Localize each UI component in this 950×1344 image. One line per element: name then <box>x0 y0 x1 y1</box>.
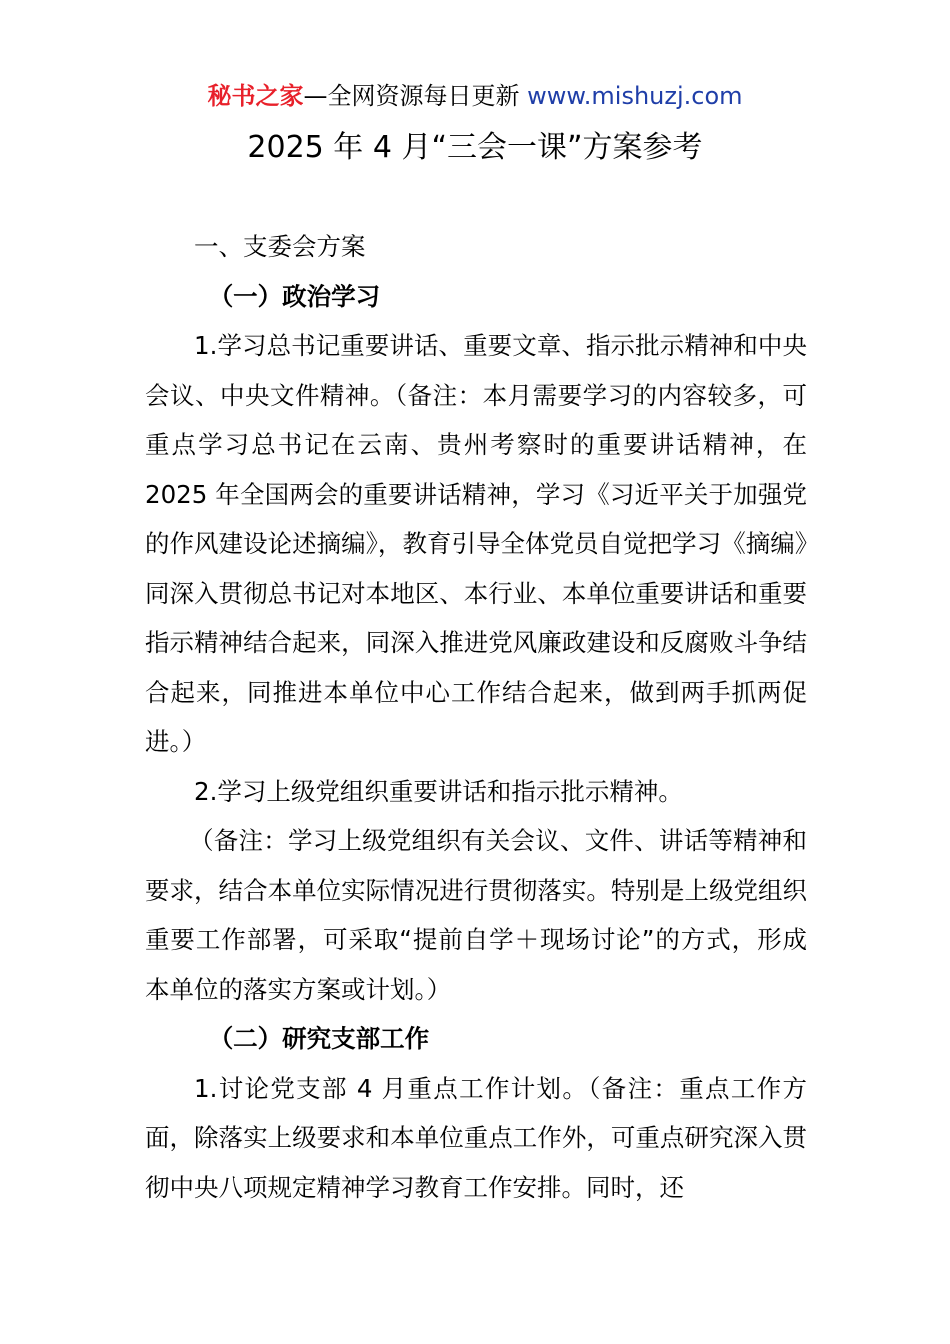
paragraph: 1.学习总书记重要讲话、重要文章、指示批示精神和中央会议、中央文件精神。（备注：本月需要学习的内容较多，可重点学习总书记在云南、贵州考察时的重要讲话精神，在 2025 年全国两会的重要讲话精神，学习《习近平关于加强党的作风建设论述摘编》，教育引导全体党员自觉把学习《摘编》同深入贯彻总书记对本地区、本行业、本单位重要讲话和重要指示精神结合起来，同深入推进党风廉政建设和反腐败斗争结合起来，同推进本单位中心工作结合起来，做到两手抓两促进。） <box>145 331 807 756</box>
document-body <box>145 222 807 1212</box>
paragraph: （备注：学习上级党组织有关会议、文件、讲话等精神和要求，结合本单位实际情况进行贯彻落实。特别是上级党组织重要工作部署，可采取“提前自学＋现场讨论”的方式，形成本单位的落实方案或计划。） <box>145 826 807 1004</box>
subsection-heading: （一）政治学习 <box>208 281 381 311</box>
section-heading: 一、支委会方案 <box>194 232 366 261</box>
site-banner <box>0 80 950 112</box>
brand-slogan: —全网资源每日更新 <box>303 82 528 110</box>
brand-name: 秘书之家 <box>207 82 304 110</box>
paragraph: 2.学习上级党组织重要讲话和指示批示精神。 <box>194 776 683 806</box>
document-title: 2025 年 4 月“三会一课”方案参考 <box>247 130 703 165</box>
subsection-heading: （二）研究支部工作 <box>208 1024 430 1053</box>
paragraph: 1.讨论党支部 4 月重点工作计划。（备注：重点工作方面，除落实上级要求和本单位重点工作外，可重点研究深入贯彻中央八项规定精神学习教育工作安排。同时，还 <box>145 1073 807 1202</box>
site-url[interactable]: www.mishuzj.com <box>527 82 743 110</box>
